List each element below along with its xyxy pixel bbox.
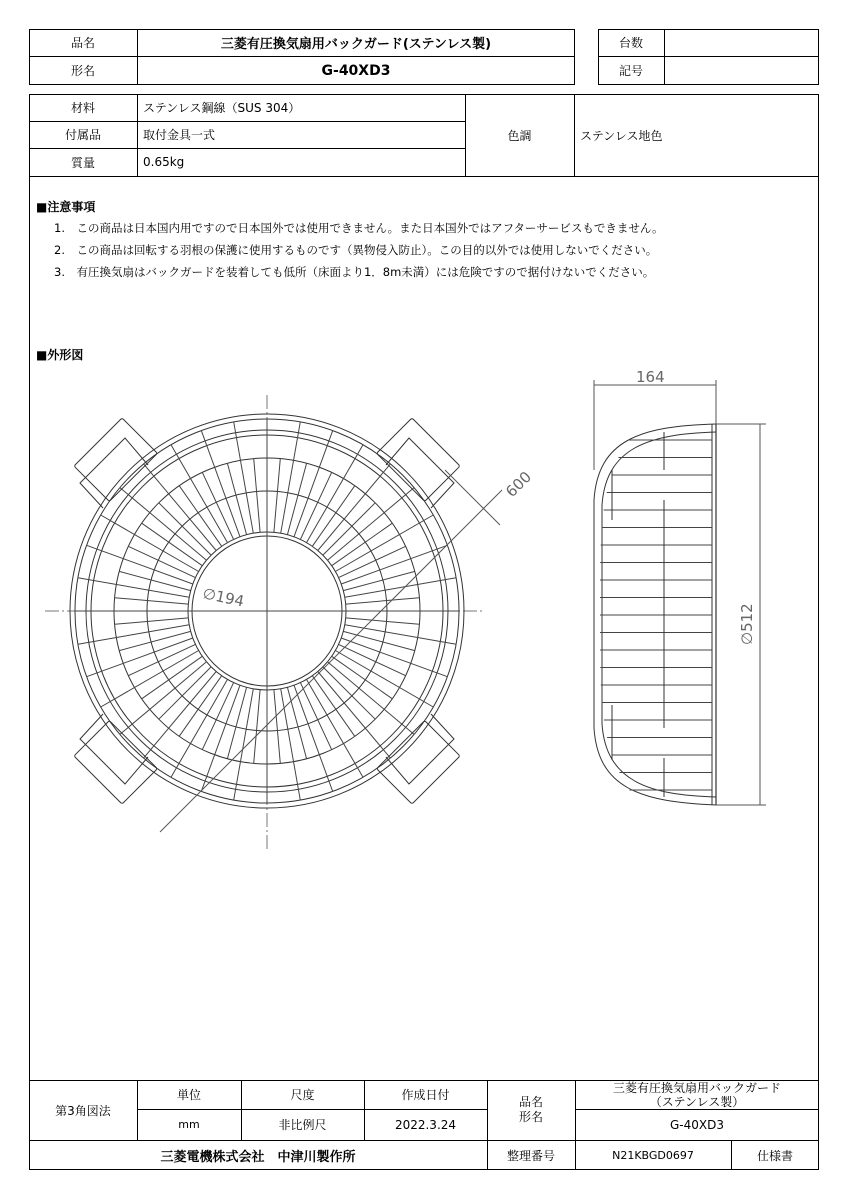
guard-wire — [115, 598, 189, 604]
guard-wire — [287, 463, 306, 535]
scale-value: 非比例尺 — [278, 1118, 327, 1132]
note-item-2: 2. この商品は回転する羽根の保護に使用するものです（異物侵入防止）。この目的以外では使用しないでください。 — [54, 243, 658, 257]
name-label-2: 形名 — [518, 1110, 543, 1124]
guard-wire — [345, 625, 456, 645]
dim-inner-194: ∅194 — [201, 584, 246, 611]
guard-wire — [101, 515, 199, 572]
material-value: ステンレス鋼線（SUS 304） — [143, 101, 301, 115]
unit-label: 単位 — [176, 1088, 201, 1102]
product-name-label: 品名 — [70, 36, 95, 50]
guard-wire — [307, 445, 364, 543]
count-label: 台数 — [618, 36, 643, 50]
guard-wire — [254, 459, 260, 533]
model-label: 形名 — [70, 64, 95, 78]
guard-wire — [171, 445, 228, 543]
guard-wire — [159, 667, 211, 719]
guard-wire — [78, 578, 189, 598]
doc-number: N21KBGD0697 — [612, 1148, 694, 1162]
accessory-label: 付属品 — [64, 128, 101, 142]
guard-wire — [274, 459, 280, 533]
guard-wire — [281, 689, 301, 800]
doc-number-label: 整理番号 — [506, 1148, 555, 1163]
drawing-title: ■外形図 — [36, 348, 84, 362]
name-labels — [487, 1080, 575, 1140]
guard-wire — [234, 422, 254, 533]
scale-label: 尺度 — [290, 1088, 315, 1102]
guard-wire — [323, 667, 375, 719]
guard-wire — [307, 679, 364, 777]
guard-wire — [346, 618, 420, 624]
guard-wire — [335, 651, 433, 708]
model-value: G-40XD3 — [321, 62, 391, 79]
product-line-2: （ステンレス製） — [649, 1094, 745, 1109]
guard-wire — [345, 578, 456, 598]
guard-wire — [101, 651, 199, 708]
product-title — [575, 1080, 819, 1109]
guard-wire — [119, 571, 191, 590]
footer-model: G-40XD3 — [670, 1117, 724, 1132]
guard-wire — [343, 631, 415, 650]
guard-wire — [227, 463, 246, 535]
product-line-1: 三菱有圧換気扇用バックガード — [612, 1080, 781, 1095]
color-label: 色調 — [507, 128, 532, 143]
notes-title: ■注意事項 — [36, 200, 96, 214]
doc-type: 仕様書 — [756, 1148, 793, 1163]
accessory-value: 取付金具一式 — [143, 128, 216, 142]
company-name: 三菱電機株式会社 中津川製作所 — [160, 1149, 356, 1165]
guard-wire — [171, 679, 228, 777]
color-value: ステンレス地色 — [580, 128, 663, 143]
guard-wire — [287, 687, 306, 759]
unit-value: mm — [178, 1118, 200, 1131]
guard-wire — [274, 690, 280, 764]
note-item-3: 3. 有圧換気扇はバックガードを装着しても低所（床面より1．8m未満）には危険ですので据付けないでください。 — [54, 265, 655, 279]
material-label: 材料 — [70, 101, 95, 115]
dim-diameter-512: ∅512 — [738, 603, 756, 645]
dim-diagonal-600: 600 — [502, 467, 536, 501]
date-value: 2022.3.24 — [394, 1117, 457, 1132]
guard-wire — [346, 598, 420, 604]
guard-wire — [115, 618, 189, 624]
guard-wire — [78, 625, 189, 645]
product-name-value: 三菱有圧換気扇用バックガード(ステンレス製) — [220, 37, 492, 52]
weight-label: 質量 — [70, 155, 95, 170]
guard-wire — [119, 631, 191, 650]
guard-wire — [335, 515, 433, 572]
guard-wire — [254, 690, 260, 764]
guard-wire — [159, 503, 211, 555]
date-label: 作成日付 — [401, 1088, 450, 1102]
name-label-1: 品名 — [518, 1095, 543, 1109]
guard-wire — [234, 689, 254, 800]
code-label: 記号 — [618, 64, 643, 78]
projection-method: 第3角図法 — [55, 1103, 111, 1118]
note-item-1: 1. この商品は日本国内用ですので日本国外では使用できません。また日本国外ではアフターサービスもできません。 — [54, 221, 664, 235]
guard-wire — [323, 503, 375, 555]
dim-depth-164: 164 — [636, 368, 665, 386]
guard-wire — [281, 422, 301, 533]
weight-value: 0.65kg — [143, 155, 185, 169]
